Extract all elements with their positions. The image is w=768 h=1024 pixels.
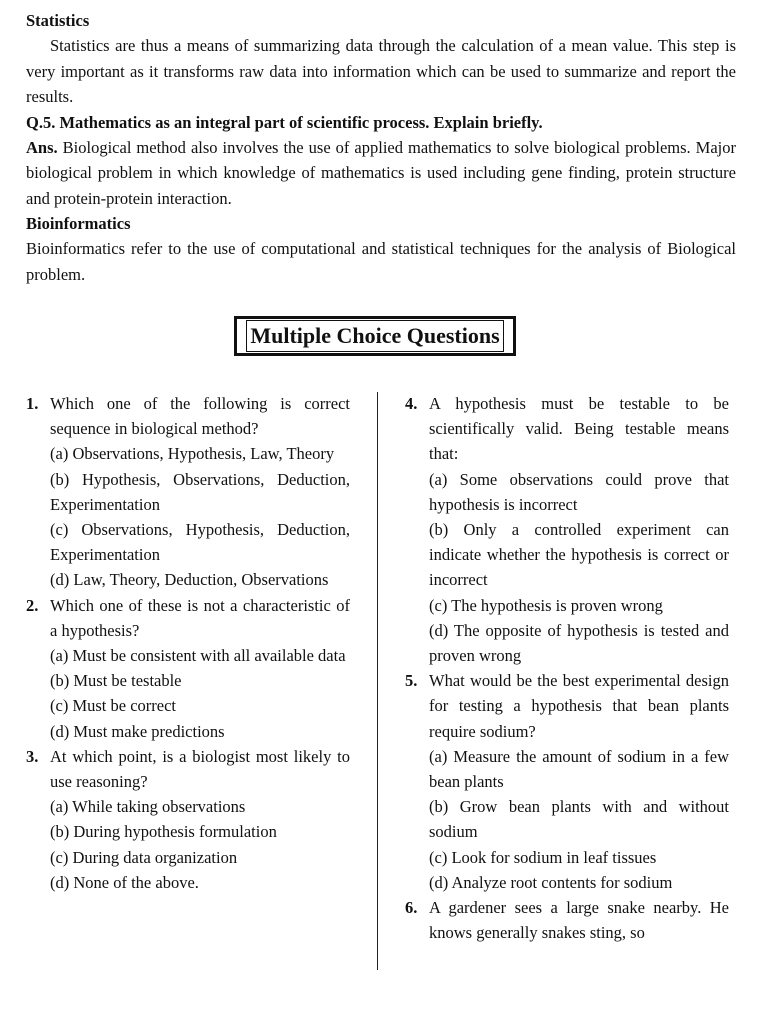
question-1 xyxy=(26,391,350,593)
question-text: A hypothesis must be testable to be scientifically valid. Being testable means that: xyxy=(429,394,729,464)
answer-option: (c) Look for sodium in leaf tissues xyxy=(429,847,657,867)
answer-label: Ans. xyxy=(26,137,58,157)
answer-paragraph xyxy=(26,135,736,212)
answer-option: (d) None of the above. xyxy=(50,872,199,892)
answer-option: (b) Only a controlled experiment can indicate whether the hypothesis is correct or incorrect xyxy=(429,520,729,590)
answer-option: (b) During hypothesis formulation xyxy=(50,822,277,842)
answer-option: (d) Analyze root contents for sodium xyxy=(429,872,673,892)
question-6 xyxy=(405,895,729,945)
column-divider xyxy=(377,392,378,970)
question-2 xyxy=(26,593,350,744)
question-number: 4. xyxy=(405,394,418,413)
question-text: At which point, is a biologist most likely to use reasoning? xyxy=(50,746,350,792)
answer-option: (c) Observations, Hypothesis, Deduction, Experimentation xyxy=(50,520,350,565)
answer-option: (c) Must be correct xyxy=(50,696,176,716)
question-text: Which one of these is not a characteristic of a hypothesis? xyxy=(50,595,350,640)
answer-option: (b) Hypothesis, Observations, Deduction, Experimentation xyxy=(50,469,350,514)
question-number: 1. xyxy=(26,394,39,413)
bioinformatics-paragraph: Bioinformatics refer to the use of computational and statistical techniques for the analysis of Biological problem. xyxy=(26,239,736,284)
question-4 xyxy=(405,391,729,668)
answer-option: (b) Grow bean plants with and without sodium xyxy=(429,797,729,842)
intro-section xyxy=(26,8,736,287)
answer-option: (d) The opposite of hypothesis is tested and proven wrong xyxy=(429,620,729,666)
answer-option: (a) Must be consistent with all available data xyxy=(50,646,346,666)
statistics-heading: Statistics xyxy=(26,11,90,30)
answer-option: (a) While taking observations xyxy=(50,797,246,817)
answer-option: (a) Some observations could prove that hypothesis is incorrect xyxy=(429,469,729,514)
question-3 xyxy=(26,744,350,895)
mcq-column-right xyxy=(405,391,729,945)
question-text: A gardener sees a large snake nearby. He knows generally snakes sting, so xyxy=(429,898,729,943)
question-number: 6. xyxy=(405,898,418,918)
answer-option: (c) During data organization xyxy=(50,847,238,867)
bioinformatics-heading: Bioinformatics xyxy=(26,214,131,233)
answer-option: (d) Law, Theory, Deduction, Observations xyxy=(50,570,329,590)
answer-option: (c) The hypothesis is proven wrong xyxy=(429,595,663,615)
question-text: What would be the best experimental design for testing a hypothesis that bean plants require sodium? xyxy=(429,671,729,741)
question-text: Which one of the following is correct sequence in biological method? xyxy=(50,394,350,439)
question-5 xyxy=(405,668,729,895)
question-number: 5. xyxy=(405,671,418,691)
answer-option: (b) Must be testable xyxy=(50,671,182,691)
answer-option: (d) Must make predictions xyxy=(50,721,225,741)
question-number: 2. xyxy=(26,595,39,615)
answer-option: (a) Measure the amount of sodium in a few bean plants xyxy=(429,746,729,792)
question-5-heading: Q.5. Mathematics as an integral part of scientific process. Explain briefly. xyxy=(26,112,543,132)
mcq-title-box xyxy=(234,316,516,356)
question-number: 3. xyxy=(26,746,39,766)
answer-option: (a) Observations, Hypothesis, Law, Theory xyxy=(50,444,335,464)
statistics-paragraph: Statistics are thus a means of summarizing data through the calculation of a mean value. This step is very important as it transforms raw data into information which can be used to summarize and report the results. xyxy=(26,36,736,106)
answer-text: Biological method also involves the use of applied mathematics to solve biological problems. Major biological problem in which knowledge of mathematics is used including gene finding, protein structure and protein-protein interaction. xyxy=(26,137,737,208)
mcq-column-left xyxy=(26,391,350,895)
mcq-title: Multiple Choice Questions xyxy=(246,320,503,352)
